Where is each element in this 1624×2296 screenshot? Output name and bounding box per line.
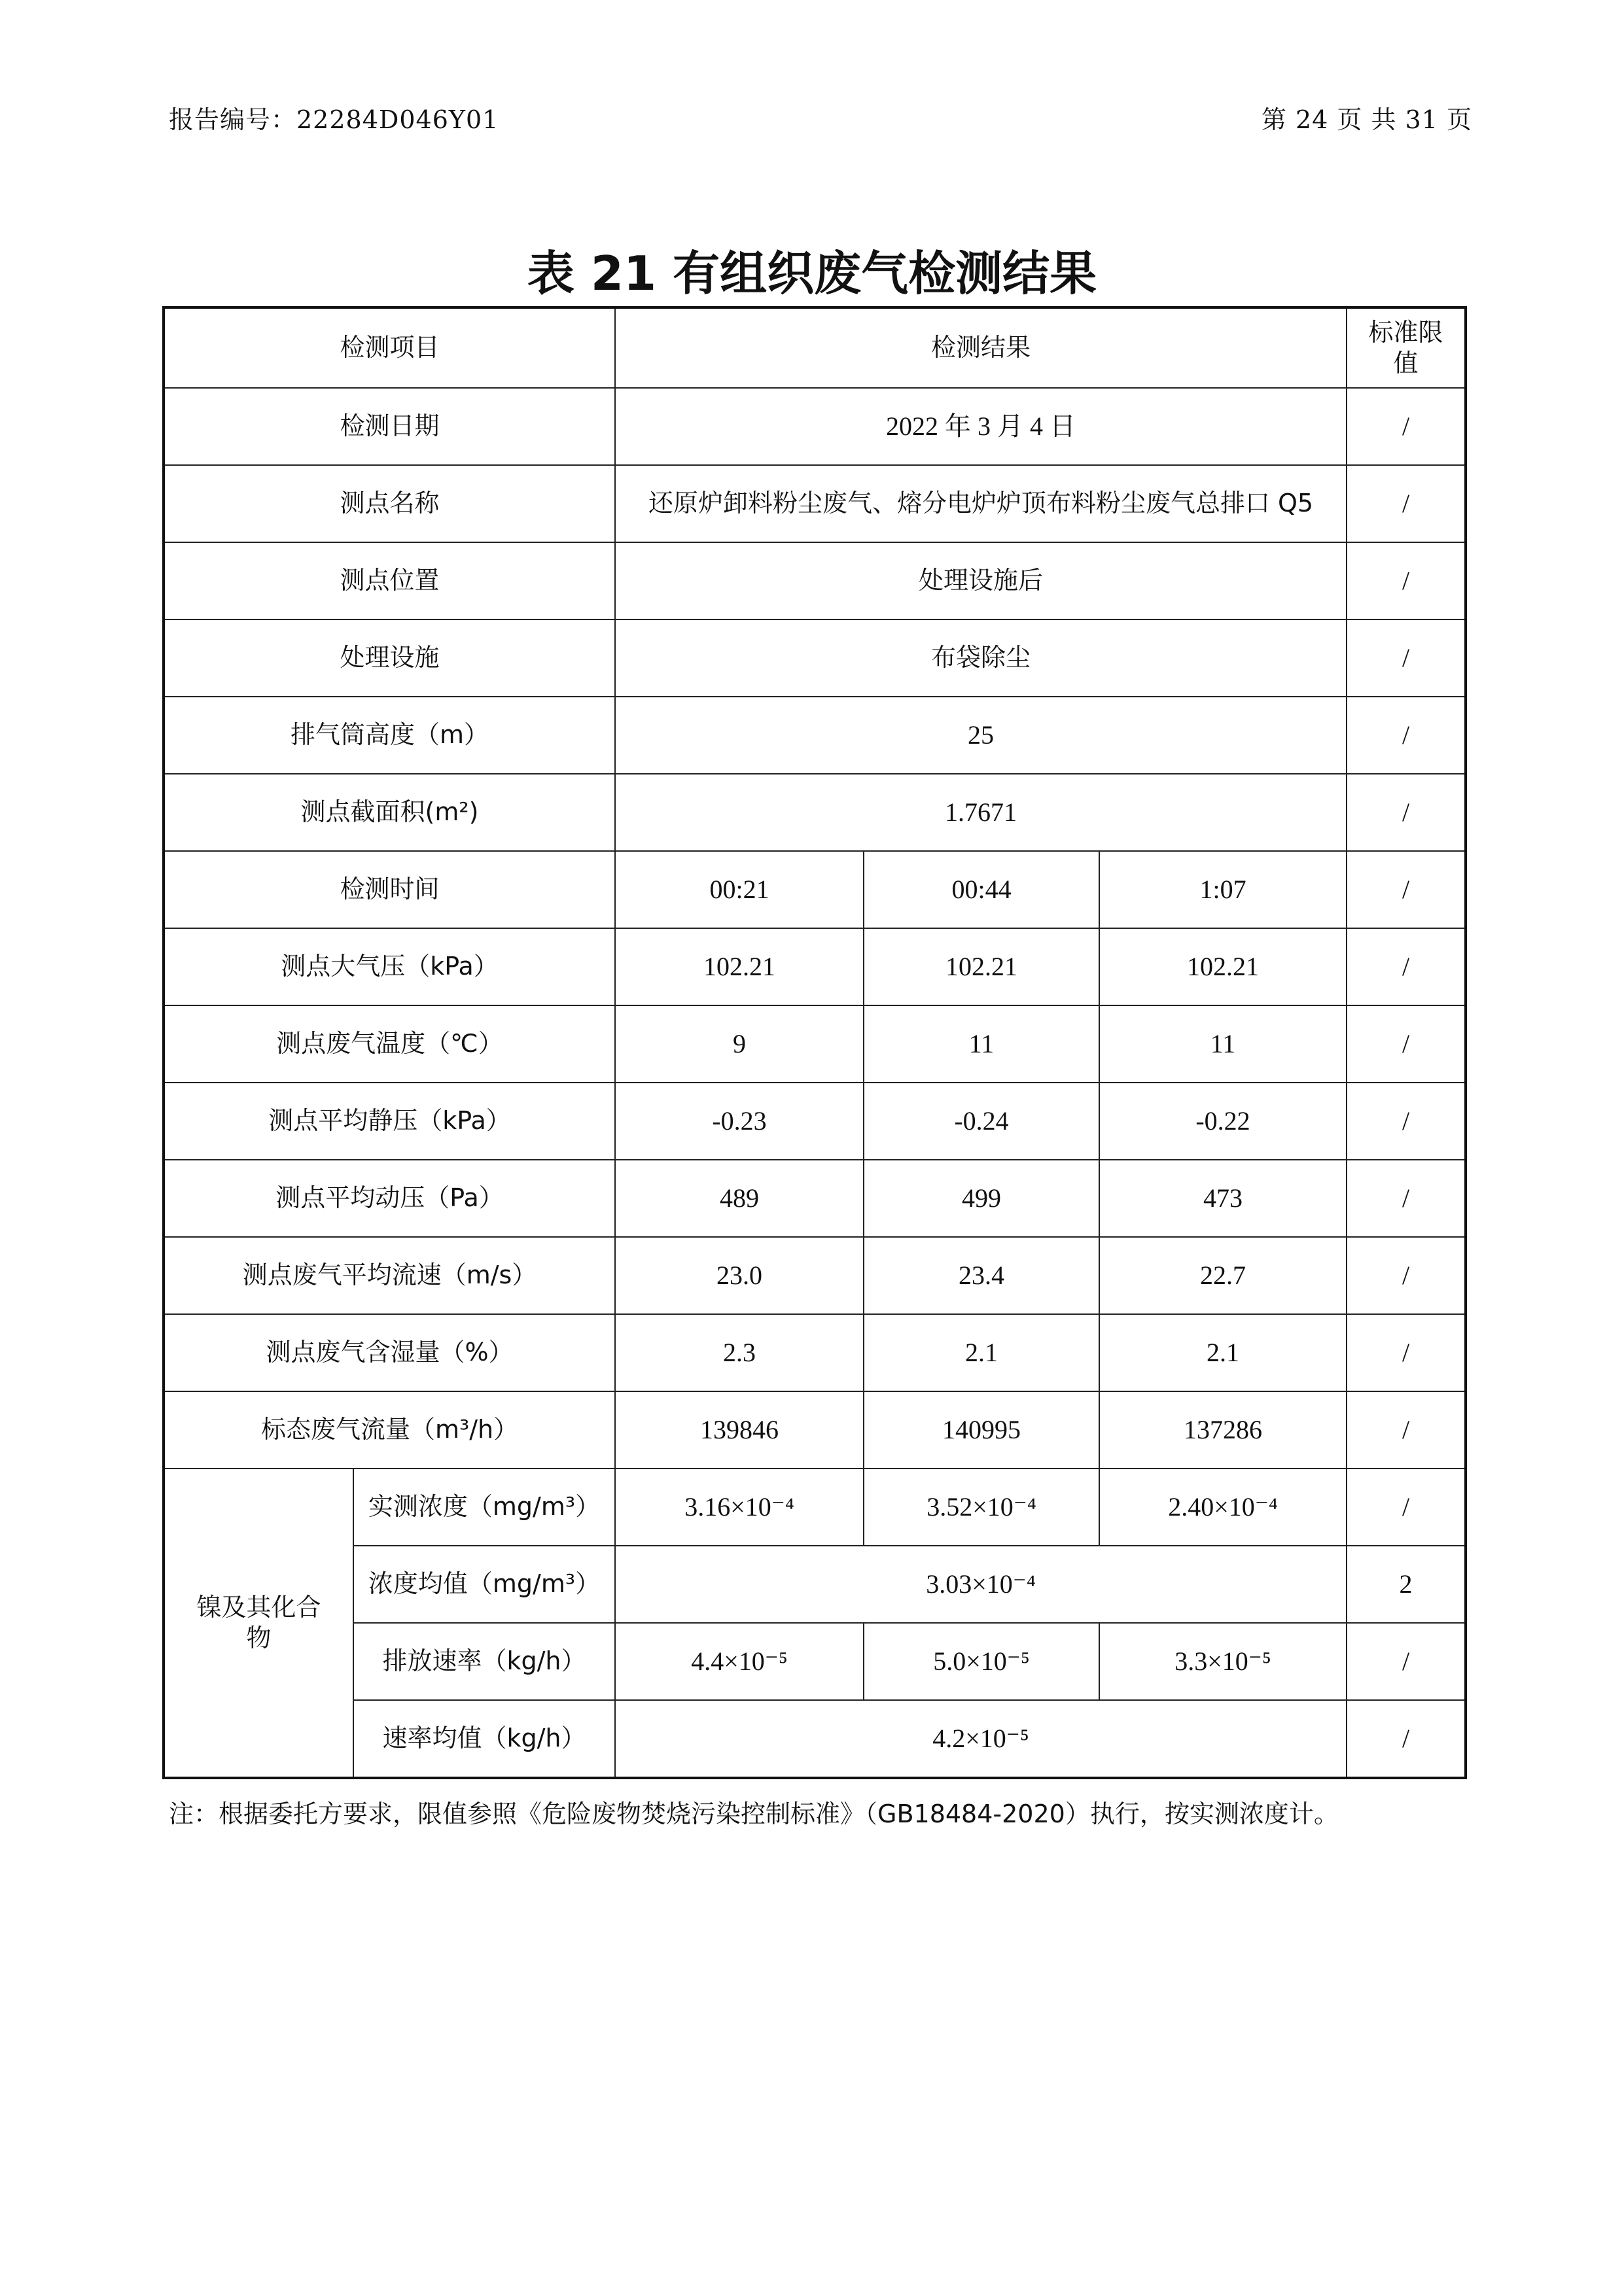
row-value: 布袋除尘 [615,619,1347,697]
row-value-2: 140995 [864,1391,1099,1469]
report-number: 报告编号：22284D046Y01 [169,105,499,134]
row-value-1: 00:21 [615,851,864,928]
row-label: 测点大气压（kPa） [164,928,615,1005]
row-value-3: 22.7 [1099,1237,1347,1314]
row-limit: / [1347,1700,1466,1778]
row-value-1: 102.21 [615,928,864,1005]
table-row [164,1391,1466,1469]
row-label: 浓度均值（mg/m³） [353,1546,615,1623]
table-row [164,1005,1466,1083]
row-label: 排放速率（kg/h） [353,1623,615,1700]
emission-results-table [162,306,1467,1779]
row-limit: / [1347,1005,1466,1083]
row-limit: / [1347,388,1466,465]
row-label: 检测时间 [164,851,615,928]
row-limit: / [1347,1391,1466,1469]
table-row [164,1623,1466,1700]
header-row [164,307,1466,388]
row-label: 测点位置 [164,542,615,619]
table-row [164,465,1466,542]
row-value: 25 [615,697,1347,774]
row-limit: / [1347,1083,1466,1160]
row-label: 测点名称 [164,465,615,542]
row-value-2: 5.0×10⁻⁵ [864,1623,1099,1700]
row-value: 2022 年 3 月 4 日 [615,388,1347,465]
header-item: 检测项目 [164,307,615,388]
row-label: 处理设施 [164,619,615,697]
row-limit: / [1347,851,1466,928]
row-value-1: 3.16×10⁻⁴ [615,1469,864,1546]
row-label: 标态废气流量（m³/h） [164,1391,615,1469]
row-label: 排气筒高度（m） [164,697,615,774]
row-limit: / [1347,1469,1466,1546]
row-value: 4.2×10⁻⁵ [615,1700,1347,1778]
table-row [164,851,1466,928]
row-limit: / [1347,1160,1466,1237]
pollutant-name: 镍及其化合物 [164,1469,353,1778]
row-limit: 2 [1347,1546,1466,1623]
footnote: 注：根据委托方要求，限值参照《危险废物焚烧污染控制标准》（GB18484-2020）执行，按实测浓度计。 [169,1800,1339,1828]
row-label: 测点废气温度（℃） [164,1005,615,1083]
row-value-2: 23.4 [864,1237,1099,1314]
row-value-3: 2.40×10⁻⁴ [1099,1469,1347,1546]
row-value-3: 137286 [1099,1391,1347,1469]
row-value-2: 11 [864,1005,1099,1083]
row-label: 实测浓度（mg/m³） [353,1469,615,1546]
row-label: 检测日期 [164,388,615,465]
row-label: 测点平均动压（Pa） [164,1160,615,1237]
table-row [164,1469,1466,1546]
table-row [164,388,1466,465]
table-row [164,619,1466,697]
row-value-1: 4.4×10⁻⁵ [615,1623,864,1700]
row-value-2: 499 [864,1160,1099,1237]
row-value-3: 2.1 [1099,1314,1347,1391]
row-value-3: 102.21 [1099,928,1347,1005]
row-value-2: 3.52×10⁻⁴ [864,1469,1099,1546]
page-number: 第 24 页 共 31 页 [1261,105,1472,134]
row-limit: / [1347,697,1466,774]
row-value-2: 2.1 [864,1314,1099,1391]
row-value-1: 23.0 [615,1237,864,1314]
row-limit: / [1347,542,1466,619]
row-value-3: 473 [1099,1160,1347,1237]
row-limit: / [1347,928,1466,1005]
table-row [164,542,1466,619]
row-value-3: 1:07 [1099,851,1347,928]
table-row [164,1314,1466,1391]
row-limit: / [1347,465,1466,542]
row-label: 速率均值（kg/h） [353,1700,615,1778]
table-row [164,1160,1466,1237]
table-row [164,928,1466,1005]
table-title: 表 21 有组织废气检测结果 [527,246,1097,301]
row-limit: / [1347,619,1466,697]
table-row [164,1700,1466,1778]
row-value-3: 11 [1099,1005,1347,1083]
row-label: 测点废气含湿量（%） [164,1314,615,1391]
header-result: 检测结果 [615,307,1347,388]
table-row [164,774,1466,851]
row-value-3: -0.22 [1099,1083,1347,1160]
row-value-2: -0.24 [864,1083,1099,1160]
row-value-3: 3.3×10⁻⁵ [1099,1623,1347,1700]
row-value-1: -0.23 [615,1083,864,1160]
row-value: 处理设施后 [615,542,1347,619]
row-label: 测点截面积(m²) [164,774,615,851]
header-limit: 标准限值 [1347,307,1466,388]
row-value-2: 102.21 [864,928,1099,1005]
row-value-1: 2.3 [615,1314,864,1391]
row-limit: / [1347,774,1466,851]
row-value-1: 139846 [615,1391,864,1469]
table-row [164,1546,1466,1623]
row-label: 测点废气平均流速（m/s） [164,1237,615,1314]
row-value-1: 9 [615,1005,864,1083]
row-value: 还原炉卸料粉尘废气、熔分电炉炉顶布料粉尘废气总排口 Q5 [615,465,1347,542]
row-value: 1.7671 [615,774,1347,851]
table-row [164,1237,1466,1314]
row-value: 3.03×10⁻⁴ [615,1546,1347,1623]
row-limit: / [1347,1237,1466,1314]
row-limit: / [1347,1314,1466,1391]
row-value-1: 489 [615,1160,864,1237]
table-row [164,1083,1466,1160]
row-label: 测点平均静压（kPa） [164,1083,615,1160]
table-row [164,697,1466,774]
row-value-2: 00:44 [864,851,1099,928]
row-limit: / [1347,1623,1466,1700]
